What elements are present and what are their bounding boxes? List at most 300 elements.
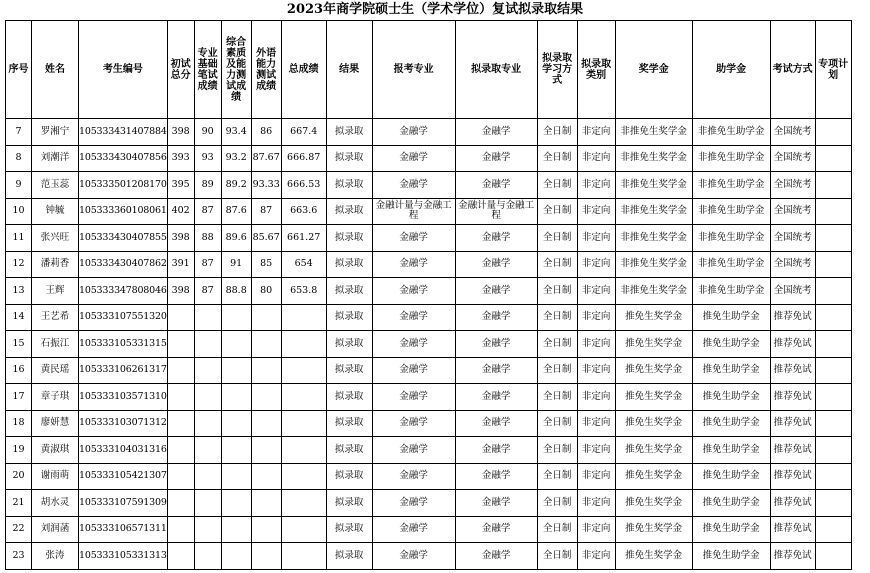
cell-special-plan: [815, 331, 851, 358]
cell-exam-id: 105333106571311: [79, 516, 168, 543]
cell-scholarship: 推免生奖学金: [615, 331, 692, 358]
cell-grant: 推免生助学金: [692, 463, 770, 490]
cell-comprehensive: 89.2: [221, 172, 251, 199]
cell-language: 85.67: [251, 225, 281, 252]
cell-prelim-total: 395: [167, 172, 194, 199]
cell-admission-type: 非定向: [577, 543, 615, 570]
cell-grant: 推免生助学金: [692, 410, 770, 437]
cell-comprehensive: [221, 490, 251, 517]
cell-comprehensive: 88.8: [221, 278, 251, 305]
cell-major-written: [194, 331, 221, 358]
cell-name: 潘莉香: [32, 251, 79, 278]
cell-result: 拟录取: [326, 172, 372, 199]
cell-study-mode: 全日制: [537, 357, 577, 384]
cell-scholarship: 非推免生奖学金: [615, 278, 692, 305]
cell-grant: 推免生助学金: [692, 384, 770, 411]
cell-grant: 推免生助学金: [692, 543, 770, 570]
cell-name: 章子琪: [32, 384, 79, 411]
cell-comprehensive: 91: [221, 251, 251, 278]
cell-seq: 23: [6, 543, 32, 570]
cell-result: 拟录取: [326, 251, 372, 278]
cell-result: 拟录取: [326, 198, 372, 225]
cell-exam-id: 105333106261317: [79, 357, 168, 384]
cell-major-written: [194, 304, 221, 331]
cell-scholarship: 推免生奖学金: [615, 543, 692, 570]
page-title: 2023年商学院硕士生（学术学位）复试拟录取结果: [286, 2, 584, 17]
cell-special-plan: [815, 516, 851, 543]
cell-scholarship: 推免生奖学金: [615, 357, 692, 384]
cell-language: [251, 410, 281, 437]
cell-special-plan: [815, 278, 851, 305]
table-row: [6, 463, 852, 490]
cell-language: [251, 463, 281, 490]
cell-scholarship: 非推免生奖学金: [615, 145, 692, 172]
cell-exam-id: 105333105421307: [79, 463, 168, 490]
cell-total-score: [281, 463, 326, 490]
cell-applied-major: 金融学: [372, 384, 455, 411]
header-cell: 考试方式: [770, 21, 815, 119]
cell-name: 王艺希: [32, 304, 79, 331]
cell-name: 石振江: [32, 331, 79, 358]
cell-exam-mode: 推荐免试: [770, 463, 815, 490]
cell-exam-id: 105333105331315: [79, 331, 168, 358]
cell-exam-id: 105333107551320: [79, 304, 168, 331]
admission-table: [5, 20, 852, 570]
cell-result: 拟录取: [326, 410, 372, 437]
cell-result: 拟录取: [326, 357, 372, 384]
cell-exam-mode: 推荐免试: [770, 357, 815, 384]
cell-study-mode: 全日制: [537, 172, 577, 199]
cell-result: 拟录取: [326, 278, 372, 305]
table-row: [6, 516, 852, 543]
table-row: [6, 278, 852, 305]
table-row: [6, 331, 852, 358]
cell-admitted-major: 金融学: [455, 490, 537, 517]
header-cell: 总成绩: [281, 21, 326, 119]
cell-study-mode: 全日制: [537, 331, 577, 358]
cell-exam-mode: 全国统考: [770, 145, 815, 172]
cell-seq: 10: [6, 198, 32, 225]
cell-scholarship: 推免生奖学金: [615, 384, 692, 411]
cell-seq: 12: [6, 251, 32, 278]
cell-study-mode: 全日制: [537, 516, 577, 543]
cell-scholarship: 推免生奖学金: [615, 304, 692, 331]
cell-scholarship: 非推免生奖学金: [615, 119, 692, 146]
cell-scholarship: 推免生奖学金: [615, 410, 692, 437]
cell-result: 拟录取: [326, 490, 372, 517]
cell-language: [251, 543, 281, 570]
cell-total-score: [281, 490, 326, 517]
cell-applied-major: 金融学: [372, 463, 455, 490]
header-cell: 专项计划: [815, 21, 851, 119]
cell-name: 刘潮洋: [32, 145, 79, 172]
cell-total-score: [281, 437, 326, 464]
cell-exam-mode: 推荐免试: [770, 410, 815, 437]
cell-exam-id: 105333105331313: [79, 543, 168, 570]
cell-grant: 推免生助学金: [692, 357, 770, 384]
cell-admitted-major: 金融学: [455, 145, 537, 172]
cell-major-written: [194, 410, 221, 437]
cell-prelim-total: [167, 331, 194, 358]
cell-comprehensive: 93.4: [221, 119, 251, 146]
cell-language: 87: [251, 198, 281, 225]
cell-comprehensive: [221, 331, 251, 358]
cell-name: 张兴旺: [32, 225, 79, 252]
cell-language: [251, 331, 281, 358]
cell-exam-id: 105333430407856: [79, 145, 168, 172]
cell-study-mode: 全日制: [537, 198, 577, 225]
cell-scholarship: 推免生奖学金: [615, 490, 692, 517]
cell-exam-mode: 全国统考: [770, 198, 815, 225]
cell-name: 黄淑琪: [32, 437, 79, 464]
cell-admission-type: 非定向: [577, 463, 615, 490]
cell-applied-major: 金融学: [372, 278, 455, 305]
cell-language: [251, 304, 281, 331]
cell-admitted-major: 金融学: [455, 172, 537, 199]
table-row: [6, 119, 852, 146]
cell-admission-type: 非定向: [577, 384, 615, 411]
table-row: [6, 357, 852, 384]
header-cell: 序号: [6, 21, 32, 119]
cell-name: 刘润菡: [32, 516, 79, 543]
table-row: [6, 198, 852, 225]
cell-prelim-total: [167, 304, 194, 331]
cell-admitted-major: 金融学: [455, 384, 537, 411]
cell-language: 87.67: [251, 145, 281, 172]
cell-exam-mode: 推荐免试: [770, 304, 815, 331]
cell-seq: 7: [6, 119, 32, 146]
cell-exam-id: 105333107591309: [79, 490, 168, 517]
cell-grant: 推免生助学金: [692, 516, 770, 543]
cell-comprehensive: [221, 543, 251, 570]
cell-total-score: 667.4: [281, 119, 326, 146]
cell-exam-id: 105333360108061: [79, 198, 168, 225]
cell-seq: 15: [6, 331, 32, 358]
cell-special-plan: [815, 304, 851, 331]
header-cell: 拟录取专业: [455, 21, 537, 119]
cell-grant: 非推免生助学金: [692, 278, 770, 305]
cell-comprehensive: 87.6: [221, 198, 251, 225]
cell-special-plan: [815, 490, 851, 517]
cell-applied-major: 金融学: [372, 437, 455, 464]
header-row: [6, 21, 852, 119]
cell-seq: 19: [6, 437, 32, 464]
cell-prelim-total: [167, 490, 194, 517]
cell-seq: 16: [6, 357, 32, 384]
cell-prelim-total: [167, 410, 194, 437]
cell-total-score: 654: [281, 251, 326, 278]
cell-grant: 非推免生助学金: [692, 119, 770, 146]
cell-result: 拟录取: [326, 225, 372, 252]
header-cell: 报考专业: [372, 21, 455, 119]
cell-grant: 非推免生助学金: [692, 172, 770, 199]
cell-admission-type: 非定向: [577, 119, 615, 146]
cell-applied-major: 金融学: [372, 145, 455, 172]
cell-major-written: [194, 490, 221, 517]
cell-special-plan: [815, 198, 851, 225]
table-body: [6, 119, 852, 570]
cell-result: 拟录取: [326, 516, 372, 543]
cell-language: [251, 490, 281, 517]
cell-seq: 13: [6, 278, 32, 305]
cell-applied-major: 金融学: [372, 331, 455, 358]
header-cell: 拟录取类别: [577, 21, 615, 119]
table-row: [6, 145, 852, 172]
cell-major-written: [194, 357, 221, 384]
cell-exam-mode: 全国统考: [770, 225, 815, 252]
cell-scholarship: 推免生奖学金: [615, 463, 692, 490]
table-row: [6, 410, 852, 437]
cell-major-written: [194, 463, 221, 490]
cell-seq: 18: [6, 410, 32, 437]
cell-applied-major: 金融学: [372, 543, 455, 570]
header-cell: 初试总分: [167, 21, 194, 119]
cell-applied-major: 金融计量与金融工程: [372, 198, 455, 225]
cell-admitted-major: 金融学: [455, 516, 537, 543]
cell-result: 拟录取: [326, 437, 372, 464]
table-row: [6, 437, 852, 464]
cell-applied-major: 金融学: [372, 357, 455, 384]
cell-special-plan: [815, 119, 851, 146]
cell-admitted-major: 金融学: [455, 437, 537, 464]
cell-admitted-major: 金融学: [455, 543, 537, 570]
cell-name: 王辉: [32, 278, 79, 305]
cell-special-plan: [815, 410, 851, 437]
cell-name: 钟毓: [32, 198, 79, 225]
cell-comprehensive: [221, 384, 251, 411]
cell-prelim-total: [167, 516, 194, 543]
cell-seq: 22: [6, 516, 32, 543]
cell-exam-id: 105333103571310: [79, 384, 168, 411]
cell-language: 85: [251, 251, 281, 278]
header-cell: 专业基础笔试成绩: [194, 21, 221, 119]
cell-admitted-major: 金融学: [455, 410, 537, 437]
cell-special-plan: [815, 384, 851, 411]
cell-total-score: [281, 410, 326, 437]
cell-prelim-total: 402: [167, 198, 194, 225]
cell-comprehensive: 93.2: [221, 145, 251, 172]
cell-total-score: [281, 304, 326, 331]
cell-major-written: [194, 437, 221, 464]
cell-prelim-total: 393: [167, 145, 194, 172]
cell-exam-mode: 全国统考: [770, 172, 815, 199]
cell-exam-id: 105333104031316: [79, 437, 168, 464]
cell-scholarship: 非推免生奖学金: [615, 251, 692, 278]
header-cell: 助学金: [692, 21, 770, 119]
cell-name: 谢雨萌: [32, 463, 79, 490]
cell-result: 拟录取: [326, 463, 372, 490]
cell-admission-type: 非定向: [577, 410, 615, 437]
cell-grant: 非推免生助学金: [692, 251, 770, 278]
header-cell: 结果: [326, 21, 372, 119]
cell-comprehensive: [221, 410, 251, 437]
cell-study-mode: 全日制: [537, 225, 577, 252]
cell-admitted-major: 金融学: [455, 251, 537, 278]
cell-total-score: 666.87: [281, 145, 326, 172]
cell-applied-major: 金融学: [372, 119, 455, 146]
cell-seq: 20: [6, 463, 32, 490]
cell-admission-type: 非定向: [577, 437, 615, 464]
cell-prelim-total: 398: [167, 119, 194, 146]
cell-admitted-major: 金融学: [455, 357, 537, 384]
cell-special-plan: [815, 145, 851, 172]
cell-prelim-total: [167, 357, 194, 384]
table-row: [6, 384, 852, 411]
cell-admission-type: 非定向: [577, 516, 615, 543]
cell-special-plan: [815, 437, 851, 464]
cell-exam-id: 105333103071312: [79, 410, 168, 437]
cell-study-mode: 全日制: [537, 119, 577, 146]
cell-exam-mode: 推荐免试: [770, 516, 815, 543]
cell-study-mode: 全日制: [537, 543, 577, 570]
cell-admission-type: 非定向: [577, 198, 615, 225]
cell-major-written: 89: [194, 172, 221, 199]
cell-prelim-total: [167, 463, 194, 490]
cell-admission-type: 非定向: [577, 357, 615, 384]
cell-study-mode: 全日制: [537, 384, 577, 411]
cell-applied-major: 金融学: [372, 490, 455, 517]
cell-language: 86: [251, 119, 281, 146]
cell-major-written: 87: [194, 278, 221, 305]
cell-study-mode: 全日制: [537, 304, 577, 331]
cell-major-written: 88: [194, 225, 221, 252]
cell-comprehensive: [221, 304, 251, 331]
cell-seq: 21: [6, 490, 32, 517]
cell-study-mode: 全日制: [537, 410, 577, 437]
cell-name: 胡水灵: [32, 490, 79, 517]
cell-language: 93.33: [251, 172, 281, 199]
cell-admission-type: 非定向: [577, 304, 615, 331]
cell-language: [251, 384, 281, 411]
cell-admitted-major: 金融学: [455, 119, 537, 146]
cell-grant: 非推免生助学金: [692, 198, 770, 225]
cell-result: 拟录取: [326, 331, 372, 358]
cell-total-score: [281, 384, 326, 411]
cell-result: 拟录取: [326, 145, 372, 172]
table-row: [6, 490, 852, 517]
cell-exam-mode: 推荐免试: [770, 384, 815, 411]
cell-admission-type: 非定向: [577, 278, 615, 305]
cell-total-score: [281, 357, 326, 384]
cell-admission-type: 非定向: [577, 331, 615, 358]
cell-comprehensive: [221, 437, 251, 464]
cell-major-written: 93: [194, 145, 221, 172]
cell-seq: 9: [6, 172, 32, 199]
cell-name: 范玉蕊: [32, 172, 79, 199]
cell-study-mode: 全日制: [537, 437, 577, 464]
cell-applied-major: 金融学: [372, 516, 455, 543]
table-row: [6, 304, 852, 331]
cell-result: 拟录取: [326, 384, 372, 411]
cell-prelim-total: [167, 384, 194, 411]
cell-name: 黄民瑶: [32, 357, 79, 384]
cell-exam-mode: 全国统考: [770, 119, 815, 146]
cell-admitted-major: 金融学: [455, 463, 537, 490]
cell-grant: 推免生助学金: [692, 304, 770, 331]
cell-major-written: [194, 516, 221, 543]
header-cell: 奖学金: [615, 21, 692, 119]
cell-admitted-major: 金融学: [455, 304, 537, 331]
cell-exam-mode: 推荐免试: [770, 331, 815, 358]
header-cell: 综合素质及能力测试成绩: [221, 21, 251, 119]
cell-scholarship: 非推免生奖学金: [615, 172, 692, 199]
cell-total-score: [281, 516, 326, 543]
cell-total-score: 663.6: [281, 198, 326, 225]
cell-admission-type: 非定向: [577, 251, 615, 278]
cell-seq: 11: [6, 225, 32, 252]
header-cell: 外语能力测试成绩: [251, 21, 281, 119]
cell-seq: 8: [6, 145, 32, 172]
cell-study-mode: 全日制: [537, 278, 577, 305]
cell-comprehensive: 89.6: [221, 225, 251, 252]
cell-grant: 推免生助学金: [692, 437, 770, 464]
cell-study-mode: 全日制: [537, 145, 577, 172]
cell-exam-id: 105333347808046: [79, 278, 168, 305]
cell-comprehensive: [221, 357, 251, 384]
cell-grant: 非推免生助学金: [692, 225, 770, 252]
cell-exam-mode: 推荐免试: [770, 490, 815, 517]
cell-admitted-major: 金融学: [455, 278, 537, 305]
cell-special-plan: [815, 251, 851, 278]
cell-result: 拟录取: [326, 304, 372, 331]
cell-admission-type: 非定向: [577, 172, 615, 199]
table-row: [6, 172, 852, 199]
cell-name: 罗湘宁: [32, 119, 79, 146]
cell-exam-mode: 推荐免试: [770, 437, 815, 464]
cell-grant: 推免生助学金: [692, 490, 770, 517]
cell-special-plan: [815, 172, 851, 199]
table-row: [6, 225, 852, 252]
cell-applied-major: 金融学: [372, 304, 455, 331]
cell-applied-major: 金融学: [372, 172, 455, 199]
cell-study-mode: 全日制: [537, 463, 577, 490]
cell-total-score: [281, 543, 326, 570]
cell-language: [251, 516, 281, 543]
header-cell: 姓名: [32, 21, 79, 119]
cell-seq: 14: [6, 304, 32, 331]
cell-comprehensive: [221, 516, 251, 543]
cell-admitted-major: 金融学: [455, 331, 537, 358]
cell-seq: 17: [6, 384, 32, 411]
cell-exam-mode: 推荐免试: [770, 543, 815, 570]
cell-name: 张涛: [32, 543, 79, 570]
cell-total-score: 666.53: [281, 172, 326, 199]
cell-grant: 推免生助学金: [692, 331, 770, 358]
cell-admitted-major: 金融学: [455, 225, 537, 252]
cell-scholarship: 非推免生奖学金: [615, 225, 692, 252]
cell-exam-id: 105333430407862: [79, 251, 168, 278]
cell-comprehensive: [221, 463, 251, 490]
cell-result: 拟录取: [326, 543, 372, 570]
cell-major-written: 87: [194, 251, 221, 278]
cell-study-mode: 全日制: [537, 251, 577, 278]
cell-special-plan: [815, 357, 851, 384]
cell-prelim-total: 398: [167, 278, 194, 305]
cell-exam-id: 105333430407855: [79, 225, 168, 252]
cell-total-score: [281, 331, 326, 358]
cell-study-mode: 全日制: [537, 490, 577, 517]
cell-total-score: 653.8: [281, 278, 326, 305]
header-cell: 考生编号: [79, 21, 168, 119]
cell-grant: 非推免生助学金: [692, 145, 770, 172]
table-row: [6, 251, 852, 278]
cell-major-written: 90: [194, 119, 221, 146]
cell-admission-type: 非定向: [577, 145, 615, 172]
cell-language: 80: [251, 278, 281, 305]
cell-applied-major: 金融学: [372, 410, 455, 437]
cell-major-written: 87: [194, 198, 221, 225]
table-row: [6, 543, 852, 570]
